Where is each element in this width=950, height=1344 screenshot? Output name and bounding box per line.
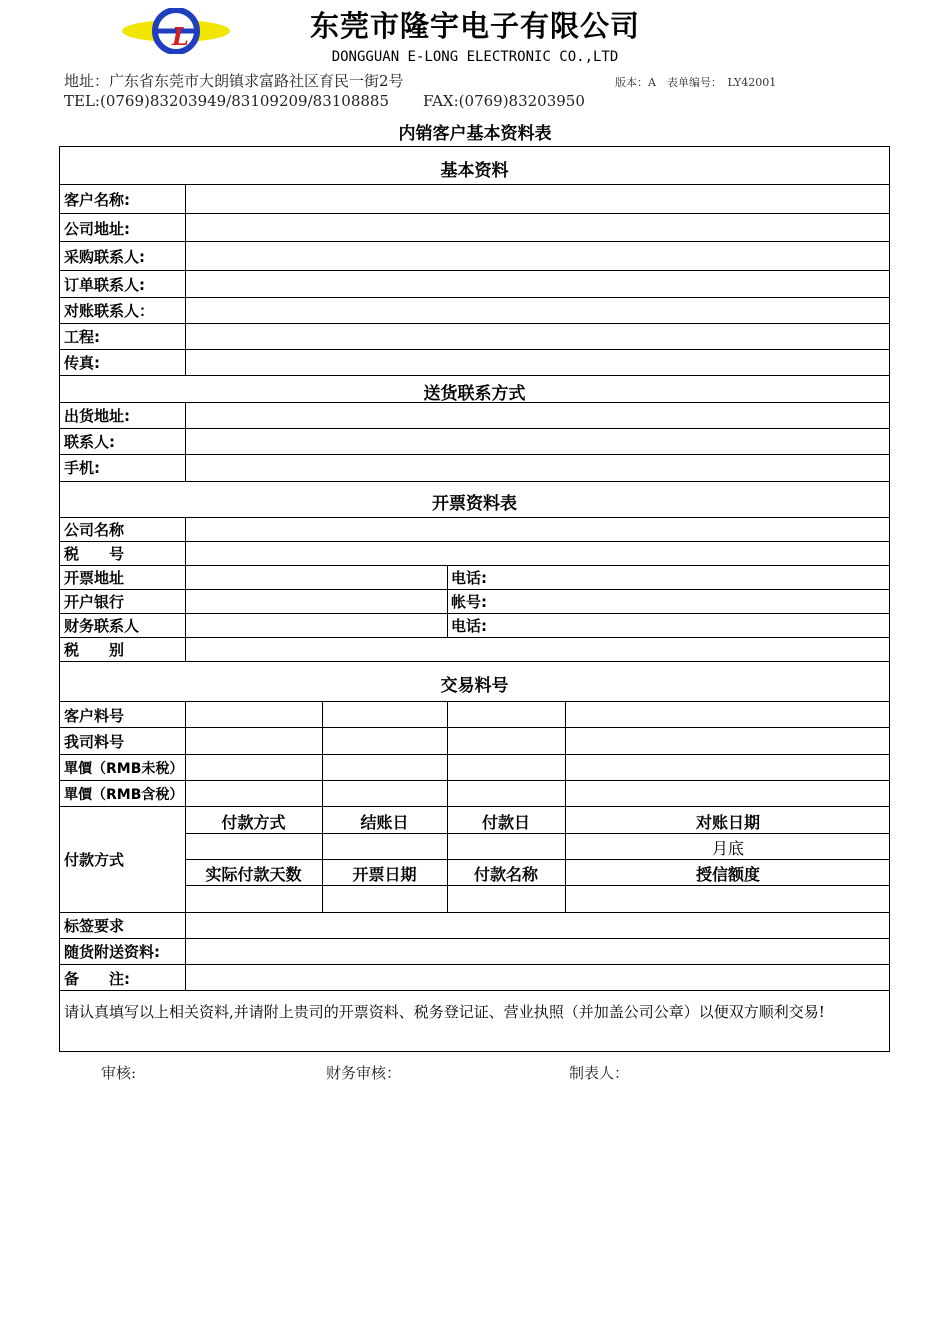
grid-line: [60, 990, 889, 991]
label-customer-name: 客户名称:: [64, 191, 130, 209]
value-reconcile-date: 月底: [711, 839, 744, 858]
header-reconcile-date: 对账日期: [695, 813, 760, 832]
header-credit-limit: 授信额度: [695, 865, 760, 884]
label-bank: 开户银行: [64, 593, 125, 611]
section-title-trade: 交易料号: [440, 676, 509, 696]
label-account-number: 帐号:: [451, 593, 487, 611]
header-closing-day: 结账日: [360, 813, 409, 832]
grid-line: [60, 375, 889, 376]
label-delivery-contact: 联系人:: [64, 433, 115, 451]
label-invoice-company: 公司名称: [64, 521, 125, 539]
label-invoice-phone: 电话:: [451, 569, 487, 587]
signature-review: 审核:: [101, 1064, 137, 1082]
svg-text:L: L: [172, 22, 189, 51]
label-finance-phone: 电话:: [451, 617, 487, 635]
header-invoice-date: 开票日期: [352, 865, 417, 884]
label-remarks: 备 注:: [64, 970, 130, 988]
label-reconcile-contact: 对账联系人：: [64, 302, 155, 320]
header-payment-day: 付款日: [481, 813, 530, 832]
label-shipping-address: 出货地址:: [64, 407, 130, 425]
label-tax-type: 税 别: [64, 641, 125, 659]
label-fax: 传真:: [64, 354, 100, 372]
label-payment-method: 付款方式: [64, 851, 125, 869]
company-name-en: DONGGUAN E-LONG ELECTRONIC CO.,LTD: [331, 49, 619, 65]
company-address: 地址：广东省东莞市大朗镇求富路社区育民一街2号: [64, 72, 404, 90]
header-actual-pay-days: 实际付款天数: [205, 865, 302, 884]
label-purchase-contact: 采购联系人:: [64, 248, 145, 266]
label-order-contact: 订单联系人:: [64, 276, 145, 294]
label-our-part-no: 我司料号: [64, 733, 125, 751]
label-invoice-address: 开票地址: [64, 569, 125, 587]
grid-line: [60, 481, 889, 482]
label-mobile: 手机:: [64, 459, 100, 477]
customer-info-form: [59, 146, 890, 1052]
grid-line: [185, 833, 889, 834]
label-tax-number: 税 号: [64, 545, 125, 563]
signature-preparer: 制表人：: [569, 1064, 630, 1082]
grid-line: [185, 402, 186, 481]
grid-line: [60, 661, 889, 662]
grid-line: [185, 701, 186, 990]
grid-line: [185, 184, 186, 375]
section-title-basic: 基本资料: [440, 161, 509, 181]
label-unit-price-ex-tax: 單價（RMB未稅）: [64, 761, 184, 777]
grid-line: [185, 517, 186, 661]
header-payment-method: 付款方式: [221, 813, 286, 832]
company-name-cn: 东莞市隆宇电子有限公司: [309, 9, 640, 43]
form-version: 版本：A 表单编号： LY42001: [615, 76, 777, 89]
label-unit-price-inc-tax: 單價（RMB含稅）: [64, 787, 184, 803]
company-tel: TEL:(0769)83203949/83109209/83108885: [64, 92, 389, 110]
label-finance-contact: 财务联系人: [64, 617, 140, 635]
form-note: 请认真填写以上相关资料,并请附上贵司的开票资料、税务登记证、营业执照（并加盖公司公章）以便双方顺利交易!: [64, 1003, 825, 1021]
label-shipping-documents: 随货附送资料:: [64, 943, 160, 961]
label-engineering: 工程:: [64, 328, 100, 346]
signature-finance-review: 财务审核：: [326, 1064, 402, 1082]
label-company-address: 公司地址:: [64, 220, 130, 238]
form-title: 内销客户基本资料表: [398, 124, 552, 144]
grid-line: [447, 565, 448, 637]
grid-line: [185, 859, 889, 860]
company-fax: FAX:(0769)83203950: [423, 92, 585, 110]
label-customer-part-no: 客户料号: [64, 707, 125, 725]
grid-line: [185, 885, 889, 886]
label-label-requirements: 标签要求: [64, 917, 125, 935]
section-title-delivery: 送货联系方式: [423, 384, 526, 404]
header-payment-name: 付款名称: [473, 865, 538, 884]
section-title-invoice: 开票资料表: [432, 494, 517, 514]
